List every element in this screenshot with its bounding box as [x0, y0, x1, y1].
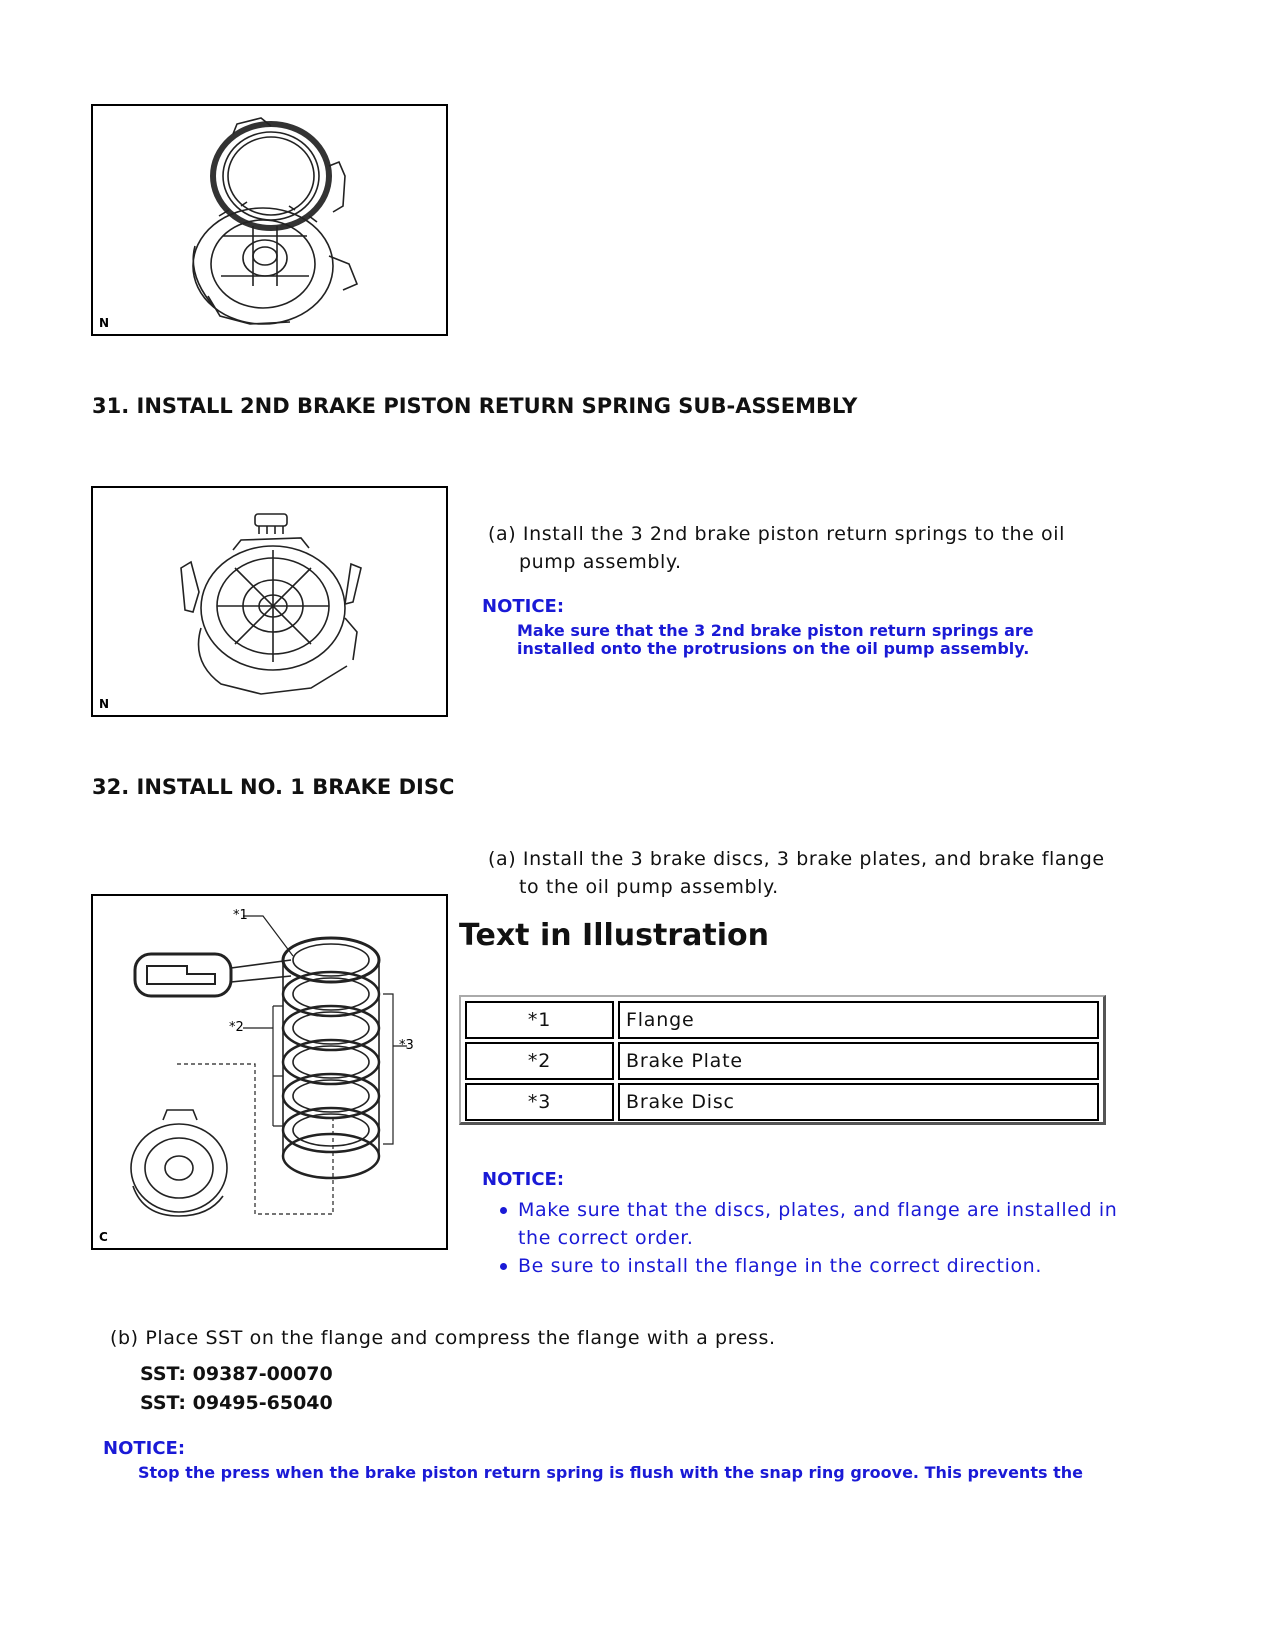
- step-text-line2: to the oil pump assembly.: [519, 876, 779, 898]
- notice-item-line1: Be sure to install the flange in the correct direction.: [518, 1255, 1042, 1277]
- section-32-step-b: [110, 1324, 1110, 1352]
- notice-line2: installed onto the protrusions on the oil pump assembly.: [517, 639, 1030, 658]
- section-31-notice-title: NOTICE:: [482, 596, 565, 617]
- sst-number-2: SST: 09495-65040: [140, 1392, 333, 1414]
- step-label: (a): [488, 848, 517, 870]
- table-row: [463, 1042, 1101, 1080]
- illustration-brake-discs: [91, 894, 448, 1250]
- figure-code: N: [99, 697, 110, 711]
- section-32b-notice-title: NOTICE:: [103, 1438, 186, 1459]
- section-32b-notice-text: Stop the press when the brake piston return spring is flush with the snap ring groove. This prevents the: [138, 1463, 1083, 1482]
- brake-disc-stack-drawing: [93, 896, 446, 1248]
- section-31-step-a: [488, 520, 1128, 576]
- table-key-cell: *2: [465, 1042, 614, 1080]
- table-value-cell: Flange: [618, 1001, 1099, 1039]
- callout-2: *2: [229, 1020, 244, 1035]
- section-31-heading: 31. INSTALL 2ND BRAKE PISTON RETURN SPRING SUB-ASSEMBLY: [92, 394, 858, 418]
- notice-item-line2: the correct order.: [518, 1227, 694, 1249]
- step-text-line1: Install the 3 brake discs, 3 brake plates, and brake flange: [522, 848, 1105, 870]
- text-in-illustration-title: Text in Illustration: [459, 918, 769, 953]
- table-key-cell: *1: [465, 1001, 614, 1039]
- section-31-notice-text: [517, 622, 1137, 658]
- step-text-line1: Install the 3 2nd brake piston return springs to the oil: [522, 523, 1066, 545]
- table-key-cell: *3: [465, 1083, 614, 1121]
- notice-line1: Make sure that the 3 2nd brake piston return springs are: [517, 621, 1034, 640]
- figure-code: N: [99, 316, 110, 330]
- illustration-return-springs: [91, 486, 448, 717]
- notice-item-line1: Make sure that the discs, plates, and flange are installed in: [518, 1199, 1118, 1221]
- return-spring-ring-drawing: [93, 106, 446, 334]
- table-value-cell: Brake Plate: [618, 1042, 1099, 1080]
- step-label: (b): [110, 1327, 139, 1349]
- section-32-heading: 32. INSTALL NO. 1 BRAKE DISC: [92, 775, 455, 799]
- table-row: [463, 1001, 1101, 1039]
- illustration-return-spring-removed: [91, 104, 448, 336]
- list-item: [480, 1196, 1140, 1252]
- callout-1: *1: [233, 908, 248, 923]
- sst-number-1: SST: 09387-00070: [140, 1363, 333, 1385]
- step-text-line2: pump assembly.: [519, 551, 682, 573]
- return-springs-drawing: [93, 488, 446, 715]
- text-in-illustration-table: [459, 995, 1106, 1125]
- step-text: Place SST on the flange and compress the flange with a press.: [145, 1327, 776, 1349]
- table-row: [463, 1083, 1101, 1121]
- section-32-notice-title: NOTICE:: [482, 1169, 565, 1190]
- section-32-step-a: [488, 845, 1128, 901]
- section-32-notice-list: [480, 1196, 1140, 1280]
- callout-3: *3: [399, 1038, 414, 1053]
- list-item: [480, 1252, 1140, 1280]
- figure-code: C: [99, 1230, 108, 1244]
- step-label: (a): [488, 523, 517, 545]
- table-value-cell: Brake Disc: [618, 1083, 1099, 1121]
